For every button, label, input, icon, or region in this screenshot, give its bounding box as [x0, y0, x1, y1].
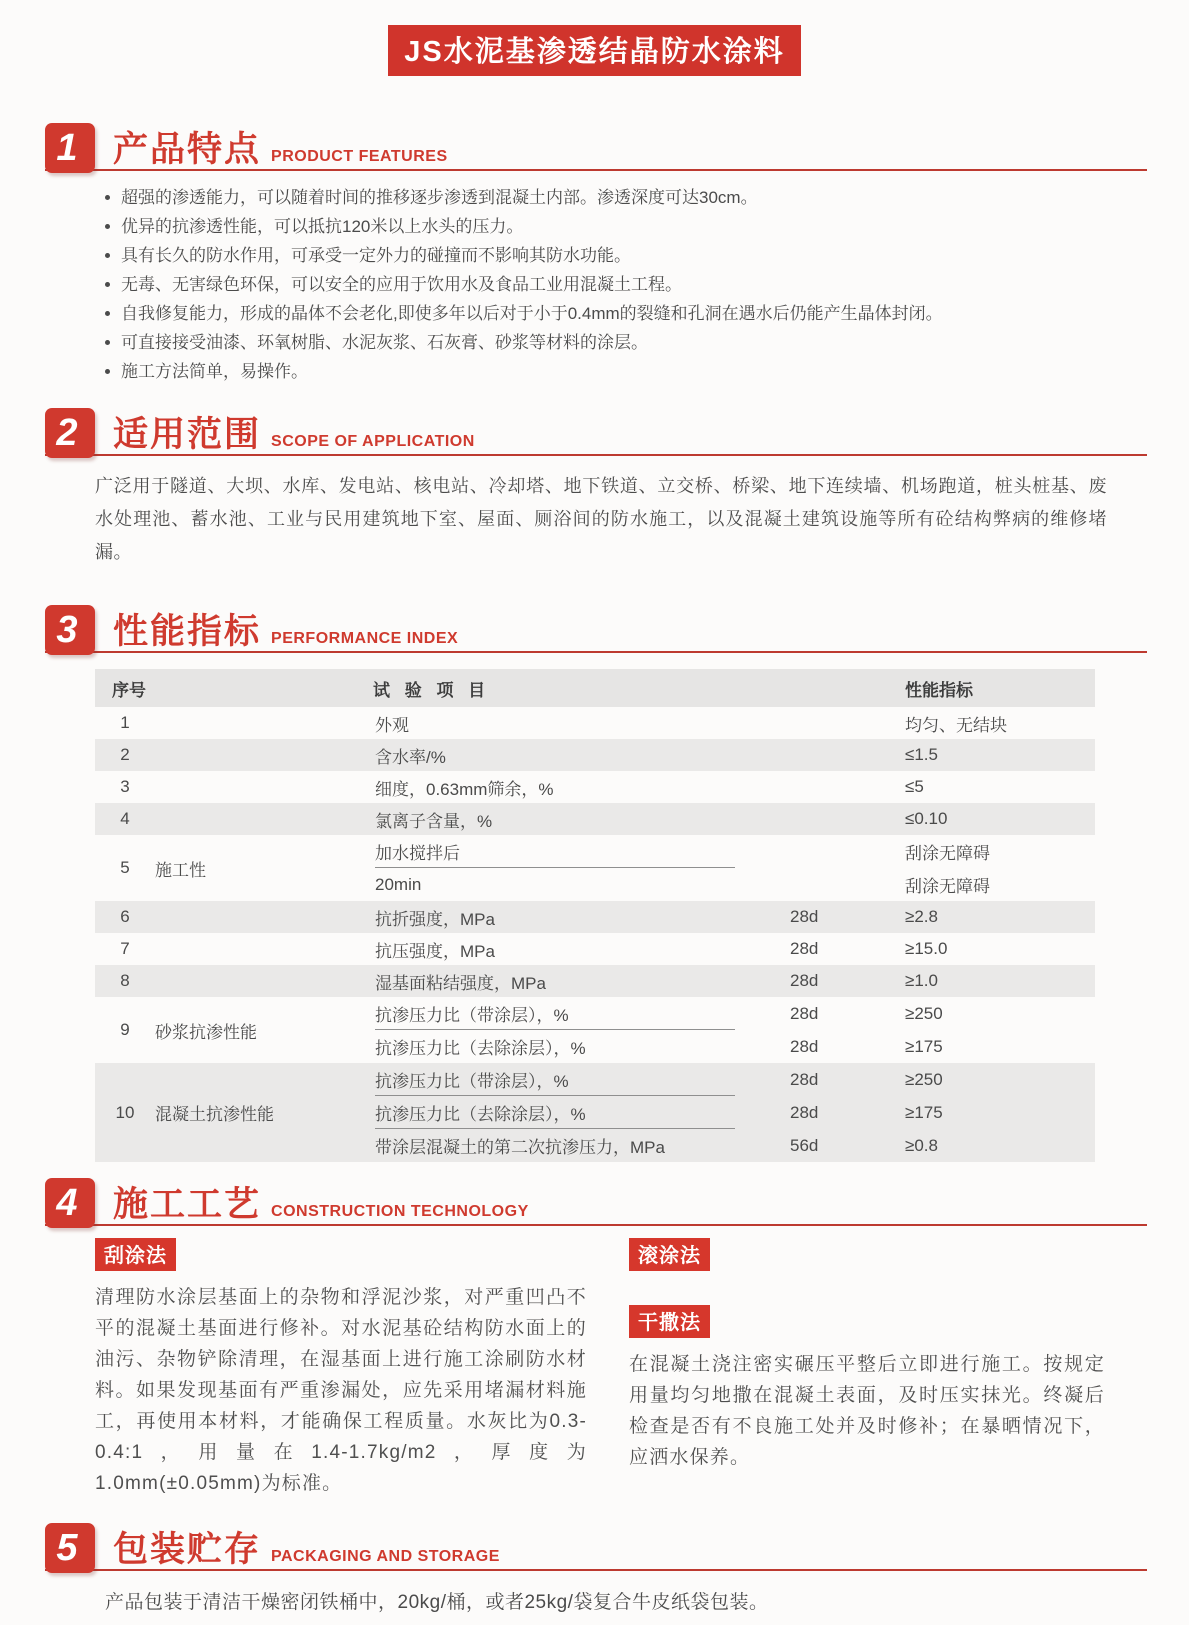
cell-project: 湿基面粘结强度，MPa: [375, 973, 546, 993]
list-item: [105, 332, 1129, 353]
cell-age: 28d: [790, 907, 819, 926]
section-title: 适用范围: [113, 415, 262, 455]
section-subtitle: PERFORMANCE INDEX: [271, 630, 459, 647]
section-header-construction: [45, 1174, 1147, 1226]
list-item: [105, 303, 1129, 324]
cell-project: 抗渗压力比（去除涂层），%: [375, 1096, 735, 1129]
cell-category: [155, 901, 375, 933]
cell-no: 6: [120, 907, 130, 926]
cell-value: ≥175: [905, 1102, 943, 1122]
col-header-project: 试 验 项 目: [373, 680, 491, 700]
table-row: [95, 965, 1095, 997]
table-row: [95, 739, 1095, 771]
cell-project: 抗渗压力比（带涂层），%: [375, 997, 735, 1030]
cell-age: 28d: [790, 939, 819, 958]
merged-subrows: [375, 835, 1095, 901]
cell-project: 抗压强度，MPa: [375, 941, 495, 961]
cell-category: [155, 739, 375, 771]
section-subtitle: SCOPE OF APPLICATION: [271, 433, 475, 450]
section-header-performance: [45, 601, 1147, 653]
list-item: [105, 187, 1129, 208]
cell-value: ≥250: [905, 1003, 943, 1023]
bullet-text: 具有长久的防水作用，可承受一定外力的碰撞而不影响其防水功能。: [121, 246, 631, 265]
table-row: [95, 901, 1095, 933]
cell-value: ≥15.0: [905, 939, 948, 958]
table-row: [95, 997, 1095, 1063]
section-title: 包装贮存: [113, 1530, 262, 1570]
method-badge: 刮涂法: [95, 1238, 176, 1271]
section-subtitle: PACKAGING AND STORAGE: [271, 1548, 500, 1565]
cell-no: 7: [120, 939, 130, 958]
cell-age: 28d: [790, 1069, 819, 1089]
cell-no: 8: [120, 971, 130, 990]
method-badge: 滚涂法: [629, 1238, 710, 1271]
cell-value: ≤5: [905, 777, 924, 796]
cell-value: ≥2.8: [905, 907, 938, 926]
cell-project: 加水搅拌后: [375, 835, 735, 868]
list-item: [105, 216, 1129, 237]
section-header-scope: [45, 404, 1147, 456]
list-item: [105, 274, 1129, 295]
table-header-row: [95, 669, 1095, 707]
bullet-text: 自我修复能力，形成的晶体不会老化,即使多年以后对于小于0.4mm的裂缝和孔洞在遇水后仍能产生晶体封闭。: [121, 304, 943, 323]
bullet-text: 优异的抗渗透性能，可以抵抗120米以上水头的压力。: [121, 217, 524, 236]
cell-no: 10: [115, 1102, 135, 1122]
bullet-text: 施工方法简单，易操作。: [121, 362, 308, 381]
sub-row: [375, 1063, 1095, 1096]
section-title: 施工工艺: [113, 1185, 262, 1225]
method-badge: 干撒法: [629, 1305, 710, 1338]
bullet-dot-icon: [105, 253, 110, 258]
cell-category: 施工性: [155, 860, 206, 880]
spacer: [629, 1271, 1105, 1305]
cell-value: 刮涂无障碍: [905, 877, 990, 896]
cell-age: [765, 707, 880, 739]
cell-project: 抗折强度，MPa: [375, 909, 495, 929]
table-row: [95, 933, 1095, 965]
method-right-column: [629, 1238, 1105, 1499]
cell-age: 56d: [790, 1135, 819, 1155]
construction-methods: [95, 1238, 1105, 1499]
section-number: 1: [45, 123, 95, 173]
sub-row: [375, 997, 1095, 1030]
bullet-dot-icon: [105, 369, 110, 374]
cell-category: [155, 707, 375, 739]
cell-value: ≥0.8: [905, 1135, 938, 1155]
cell-no: 2: [120, 745, 130, 764]
bullet-dot-icon: [105, 195, 110, 200]
cell-category: 砂浆抗渗性能: [155, 1022, 257, 1042]
table-row: [95, 1063, 1095, 1162]
cell-project: 含水率/%: [375, 747, 446, 767]
bullet-dot-icon: [105, 340, 110, 345]
cell-age: [765, 868, 880, 901]
cell-project: 氯离子含量，%: [375, 811, 493, 831]
page-title: JS水泥基渗透结晶防水涂料: [388, 25, 800, 76]
cell-age: [765, 771, 880, 803]
cell-value: ≥250: [905, 1069, 943, 1089]
packaging-paragraph: 产品包装于清洁干燥密闭铁桶中，20kg/桶，或者25kg/袋复合牛皮纸袋包装。: [105, 1592, 769, 1613]
cell-category: 混凝土抗渗性能: [155, 1105, 274, 1124]
cell-category: [155, 933, 375, 965]
features-list: [105, 187, 1129, 382]
method-text: 清理防水涂层基面上的杂物和浮泥沙浆，对严重凹凸不平的混凝土基面进行修补。对水泥基砼结构防水面上的油污、杂物铲除清理，在湿基面上进行施工涂刷防水材料。如果发现基面有严重渗漏处，应先采用堵漏材料施工，再使用本材料，才能确保工程质量。水灰比为0.3-0.4:1，用量在1.4-1.7kg/m2，厚度为1.0mm(±0.05mm)为标准。: [95, 1287, 587, 1494]
cell-project: 带涂层混凝土的第二次抗渗压力，MPa: [375, 1138, 665, 1157]
cell-project: 20min: [375, 874, 422, 894]
bullet-dot-icon: [105, 282, 110, 287]
method-scrape: [95, 1238, 587, 1499]
cell-category: [155, 965, 375, 997]
cell-no: 9: [120, 1020, 130, 1039]
section-number: 5: [45, 1523, 95, 1573]
cell-value: 刮涂无障碍: [905, 844, 990, 863]
sub-row: [375, 1030, 1095, 1063]
cell-age: [765, 835, 880, 868]
list-item: [105, 245, 1129, 266]
cell-age: [765, 803, 880, 835]
section-title: 产品特点: [113, 130, 262, 170]
section-subtitle: PRODUCT FEATURES: [271, 148, 448, 165]
method-text: 在混凝土浇注密实碾压平整后立即进行施工。按规定用量均匀地撒在混凝土表面，及时压实抹光。终凝后检查是否有不良施工处并及时修补；在暴晒情况下，应洒水保养。: [629, 1354, 1105, 1468]
cell-project: 外观: [375, 715, 409, 735]
merged-subrows: [375, 997, 1095, 1063]
cell-value: 均匀、无结块: [905, 715, 1007, 735]
section-subtitle: CONSTRUCTION TECHNOLOGY: [271, 1203, 529, 1220]
list-item: [105, 361, 1129, 382]
scope-paragraph: 广泛用于隧道、大坝、水库、发电站、核电站、冷却塔、地下铁道、立交桥、桥梁、地下连续墙、机场跑道，桩头桩基、废水处理池、蓄水池、工业与民用建筑地下室、屋面、厕浴间的防水施工，以及混凝土建筑设施等所有砼结构弊病的维修堵漏。: [95, 476, 1107, 562]
cell-no: 3: [120, 777, 130, 796]
cell-value: ≤1.5: [905, 745, 938, 764]
cell-age: [765, 739, 880, 771]
cell-no: 4: [120, 809, 130, 828]
col-header-no: 序号: [112, 680, 146, 700]
section-number: 3: [45, 605, 95, 655]
sub-row: [375, 868, 1095, 901]
cell-category: [155, 803, 375, 835]
cell-value: ≥1.0: [905, 971, 938, 990]
cell-value: ≤0.10: [905, 809, 948, 828]
table-row: [95, 803, 1095, 835]
sub-row: [375, 1129, 1095, 1162]
table-row: [95, 835, 1095, 901]
merged-subrows: [375, 1063, 1095, 1162]
cell-no: 5: [120, 858, 130, 877]
section-number: 2: [45, 408, 95, 458]
bullet-dot-icon: [105, 224, 110, 229]
bullet-dot-icon: [105, 311, 110, 316]
cell-age: 28d: [790, 1003, 819, 1023]
cell-no: 1: [120, 713, 130, 732]
cell-age: 28d: [790, 1102, 819, 1122]
section-header-packaging: [45, 1519, 1147, 1571]
cell-project: 抗渗压力比（去除涂层），%: [375, 1039, 586, 1058]
sub-row: [375, 1096, 1095, 1129]
table-row: [95, 707, 1095, 739]
performance-table: [95, 669, 1095, 1162]
section-title: 性能指标: [113, 612, 262, 652]
table-row: [95, 771, 1095, 803]
cell-value: ≥175: [905, 1036, 943, 1056]
cell-project: 细度，0.63mm筛余，%: [375, 779, 554, 799]
cell-project: 抗渗压力比（带涂层），%: [375, 1063, 735, 1096]
cell-age: 28d: [790, 971, 819, 990]
section-header-features: [45, 119, 1147, 171]
bullet-text: 无毒、无害绿色环保，可以安全的应用于饮用水及食品工业用混凝土工程。: [121, 275, 682, 294]
col-header-index: 性能指标: [905, 680, 973, 700]
sub-row: [375, 835, 1095, 868]
cell-category: [155, 771, 375, 803]
cell-age: 28d: [790, 1036, 819, 1056]
section-number: 4: [45, 1178, 95, 1228]
bullet-text: 可直接接受油漆、环氧树脂、水泥灰浆、石灰膏、砂浆等材料的涂层。: [121, 333, 648, 352]
bullet-text: 超强的渗透能力，可以随着时间的推移逐步渗透到混凝土内部。渗透深度可达30cm。: [121, 188, 758, 207]
